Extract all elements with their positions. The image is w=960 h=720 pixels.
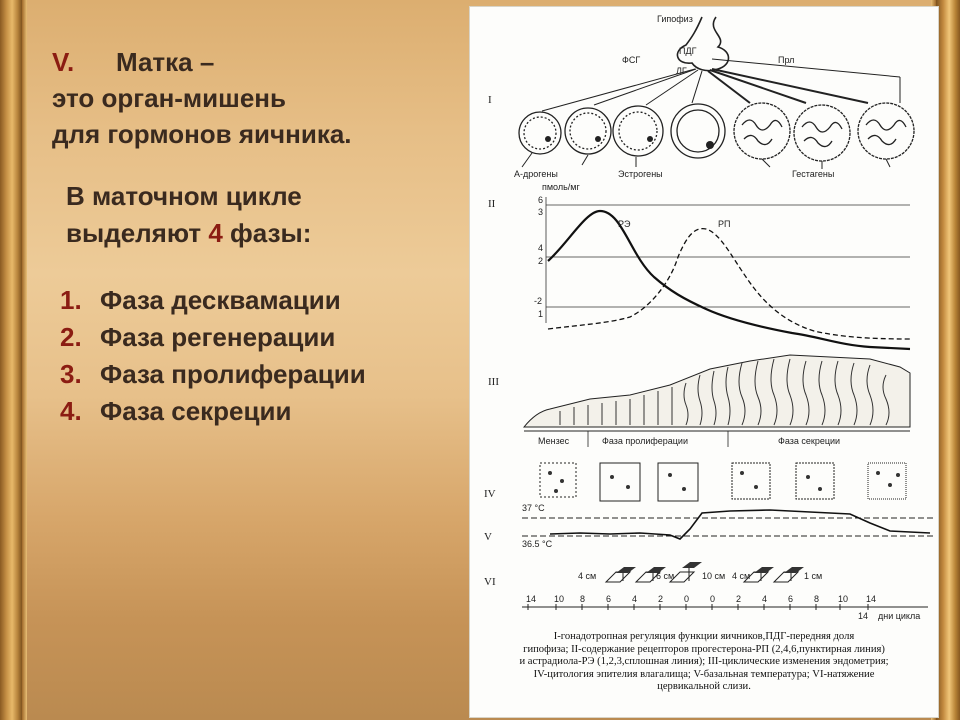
- receptor-unit: пмоль/мг: [542, 182, 580, 192]
- section-label-2: II: [488, 198, 496, 210]
- receptor-tick: 2: [538, 256, 544, 266]
- prl-label: Прл: [778, 55, 795, 65]
- section-label-1: I: [488, 94, 492, 106]
- day-tick: 0: [710, 594, 716, 604]
- day-tick: 4: [762, 594, 768, 604]
- day-tick: 4: [632, 594, 638, 604]
- rp-label: РП: [718, 219, 731, 229]
- day-tick: 8: [814, 594, 820, 604]
- phase-item: [60, 282, 472, 319]
- title-text: Матка –: [116, 47, 215, 77]
- day-tick: 2: [736, 594, 742, 604]
- intro: [52, 178, 472, 252]
- intro-prefix: выделяют: [66, 218, 209, 248]
- mucus-label: 1 см: [804, 571, 823, 581]
- section-label-4: IV: [484, 488, 496, 500]
- phase-label: Фаза регенерации: [100, 322, 336, 352]
- caption-line: цервикальной слизи.: [657, 681, 751, 692]
- proliferation-label: Фаза пролиферации: [602, 436, 688, 446]
- cytology-nuclei: [548, 471, 900, 493]
- caption-line: IV-цитология эпителия влагалища; V-базальная температура; VI-натяжение: [533, 668, 875, 680]
- day-tick: 8: [580, 594, 586, 604]
- rp-curve: [548, 229, 910, 339]
- phase-number: 2.: [60, 322, 82, 352]
- day-tick: 0: [684, 594, 690, 604]
- day-tick: 10: [554, 594, 565, 604]
- intro-number: 4: [208, 218, 223, 248]
- temp-low-label: 36.5 °С: [522, 539, 553, 549]
- day-tick: 14: [526, 594, 537, 604]
- receptor-tick: 4: [538, 243, 544, 253]
- secretion-label: Фаза секреции: [778, 436, 841, 446]
- re-curve: [548, 211, 910, 349]
- day-axis-ticks: [526, 594, 876, 604]
- phase-label: Фаза десквамации: [100, 285, 341, 315]
- receptor-gridlines: [546, 197, 910, 323]
- phase-item: [60, 319, 472, 356]
- day-tick: 2: [658, 594, 664, 604]
- intro-suffix: фазы:: [222, 218, 312, 248]
- title-line-3: для гормонов яичника.: [52, 119, 352, 149]
- pituitary-outline: [677, 17, 728, 71]
- estrogens-label: Эстрогены: [618, 169, 663, 179]
- receptor-tick: 6: [538, 195, 544, 205]
- caption-line: I-гонадотропная регуляция функции яичников,ПДГ-передняя доля: [553, 631, 855, 642]
- mucus-label: 4 см: [578, 571, 597, 581]
- receptor-tick: -2: [534, 296, 543, 306]
- cytology-samples: [540, 463, 906, 501]
- intro-line-2: [66, 215, 472, 252]
- phase-number: 4.: [60, 396, 82, 426]
- day-axis-label: дни цикла: [878, 611, 921, 621]
- hormone-arrows: [542, 59, 900, 111]
- receptor-tick: 3: [538, 207, 544, 217]
- temperature-curve: [550, 510, 930, 539]
- phase-label: Фаза секреции: [100, 396, 292, 426]
- slide-title: [52, 44, 472, 80]
- caption-line: и астрадиола-РЭ (1,2,3,сплошная линия); III-циклические изменения эндометрия;: [519, 656, 889, 667]
- phase-list: [60, 282, 472, 430]
- day-axis-end-tick: 14: [858, 611, 869, 621]
- follicles: [519, 103, 914, 161]
- right-gold-border: [936, 0, 960, 720]
- day-tick: 6: [606, 594, 612, 604]
- slide-text: [52, 44, 472, 430]
- phase-item: [60, 356, 472, 393]
- day-tick: 6: [788, 594, 794, 604]
- phase-number: 1.: [60, 285, 82, 315]
- mucus-label: 10 см: [702, 571, 726, 581]
- menstrual-cycle-figure: [469, 6, 939, 718]
- re-label: РЭ: [618, 219, 631, 229]
- mucus-label: 6 см: [656, 571, 675, 581]
- pituitary-label: Гипофиз: [657, 14, 693, 24]
- cycle-diagram: [470, 7, 938, 627]
- phase-label: Фаза пролиферации: [100, 359, 366, 389]
- temp-high-label: 37 °С: [522, 503, 545, 513]
- androgens-label: А-дрогены: [514, 169, 558, 179]
- fsh-label: ФСГ: [622, 55, 641, 65]
- title-number: V.: [52, 47, 75, 77]
- phase-item: [60, 393, 472, 430]
- pdg-label: ПДГ: [679, 46, 697, 56]
- menses-label: Мензес: [538, 436, 570, 446]
- section-label-6: VI: [484, 576, 496, 588]
- mucus-label: 4 см: [732, 571, 751, 581]
- left-gold-border: [0, 0, 22, 720]
- gestagens-label: Гестагены: [792, 169, 835, 179]
- title-line-2: это орган-мишень: [52, 83, 286, 113]
- intro-line-1: В маточном цикле: [66, 181, 302, 211]
- secretion-arrows: [522, 153, 890, 169]
- phase-number: 3.: [60, 359, 82, 389]
- day-tick: 14: [866, 594, 877, 604]
- section-label-5: V: [484, 531, 492, 543]
- day-tick: 10: [838, 594, 849, 604]
- lh-label: ЛГ: [676, 66, 687, 76]
- follicle-oocytes: [545, 136, 714, 149]
- receptor-tick: 1: [538, 309, 544, 319]
- caption-line: гипофиза; II-содержание рецепторов прогестерона-РП (2,4,6,пунктирная линия): [523, 643, 885, 655]
- section-label-3: III: [488, 376, 499, 388]
- figure-caption: [478, 631, 930, 694]
